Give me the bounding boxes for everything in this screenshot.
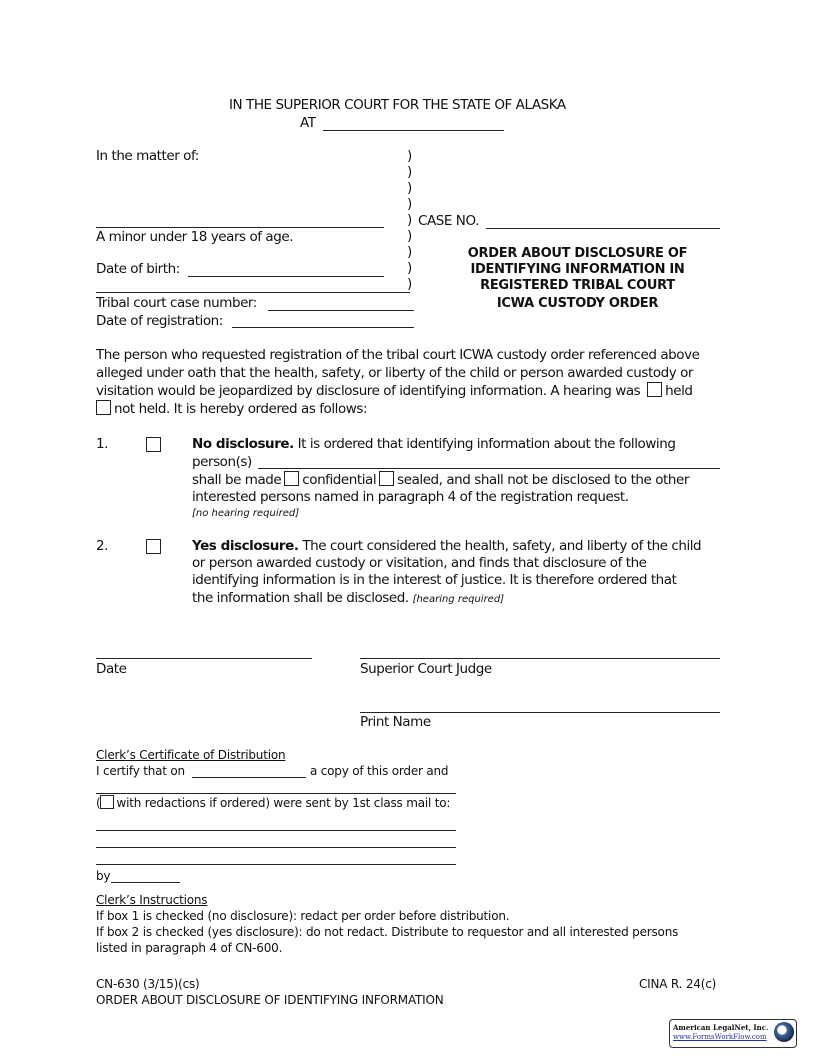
- globe-icon: [774, 1022, 794, 1042]
- confidential-checkbox[interactable]: [284, 471, 299, 486]
- print-name-label: Print Name: [360, 714, 431, 730]
- item-2-text: identifying information is in the interest of justice. It is therefore ordered that: [192, 572, 677, 588]
- item-1-number: 1.: [96, 436, 108, 452]
- item-2-text: or person awarded custody or visitation, and finds that disclosure of the: [192, 555, 647, 571]
- by-label: by: [96, 869, 111, 883]
- print-name-line[interactable]: [360, 712, 720, 713]
- clerk-instructions-heading: Clerk’s Instructions: [96, 893, 208, 907]
- hearing-not-held-checkbox[interactable]: [96, 400, 111, 415]
- paren: ): [407, 180, 413, 196]
- document-title-line: REGISTERED TRIBAL COURT: [480, 278, 675, 293]
- matter-label: In the matter of:: [96, 148, 199, 164]
- case-no-field[interactable]: [486, 228, 720, 229]
- item-1-persons-label: person(s): [192, 454, 252, 470]
- certify-label-2: a copy of this order and: [310, 764, 449, 778]
- form-number: CN-630 (3/15)(cs): [96, 977, 200, 991]
- rule-reference: CINA R. 24(c): [639, 977, 717, 991]
- sealed-checkbox[interactable]: [379, 471, 394, 486]
- item-text: sealed, and shall not be disclosed to the other: [397, 472, 689, 488]
- dob-label: Date of birth:: [96, 261, 180, 277]
- item-1-text: interested persons named in paragraph 4 of the registration request.: [192, 489, 629, 505]
- paren: ): [407, 196, 413, 212]
- redactions-text: [96, 795, 450, 811]
- paren: ): [407, 244, 413, 260]
- no-disclosure-checkbox[interactable]: [146, 437, 161, 452]
- item-2-text: [192, 538, 701, 555]
- distribution-line[interactable]: [96, 793, 456, 794]
- logo-name: American LegalNet, Inc.: [673, 1023, 769, 1032]
- confidential-label: confidential: [302, 472, 377, 488]
- minor-name-field[interactable]: [96, 227, 384, 228]
- paren: ): [407, 212, 413, 228]
- recipient-line[interactable]: [96, 864, 456, 865]
- instruction-text: If box 1 is checked (no disclosure): redact per order before distribution.: [96, 909, 510, 923]
- item-2-text: [192, 590, 504, 608]
- document-title-line: IDENTIFYING INFORMATION IN: [470, 262, 685, 277]
- logo-url[interactable]: www.FormsWorkFlow.com: [673, 1033, 767, 1041]
- footer-title: ORDER ABOUT DISCLOSURE OF IDENTIFYING INFORMATION: [96, 993, 444, 1007]
- paren: ): [407, 276, 413, 292]
- dob-field[interactable]: [188, 276, 384, 277]
- item-2-note: [hearing required]: [412, 594, 505, 605]
- recipient-line[interactable]: [96, 847, 456, 848]
- caption-divider: [96, 292, 410, 293]
- item-text: It is ordered that identifying information about the following: [297, 436, 676, 452]
- yes-disclosure-checkbox[interactable]: [146, 539, 161, 554]
- recipient-line[interactable]: [96, 830, 456, 831]
- certify-label: I certify that on: [96, 764, 185, 778]
- intro-text: The person who requested registration of the tribal court ICWA custody order referenced above: [96, 347, 700, 363]
- held-label: held: [665, 383, 693, 399]
- intro-text-part: visitation would be jeopardized by disclosure of identifying information. A hearing was: [96, 383, 641, 399]
- judge-signature-line[interactable]: [360, 658, 720, 659]
- paren: ): [407, 228, 413, 244]
- persons-field[interactable]: [258, 468, 720, 469]
- intro-text: alleged under oath that the health, safety, or liberty of the child or person awarded custody or: [96, 365, 694, 381]
- intro-text: [96, 382, 693, 400]
- registration-date-field[interactable]: [232, 327, 414, 328]
- paren: ): [407, 164, 413, 180]
- no-disclosure-heading: No disclosure.: [192, 436, 294, 452]
- redactions-checkbox[interactable]: [100, 795, 114, 809]
- tribal-case-label: Tribal court case number:: [96, 295, 257, 311]
- at-label: AT: [300, 115, 316, 131]
- court-heading: IN THE SUPERIOR COURT FOR THE STATE OF ALASKA: [229, 97, 566, 113]
- not-held-label: not held. It is hereby ordered as follows:: [114, 401, 368, 417]
- american-legalnet-logo[interactable]: [669, 1019, 797, 1048]
- distribution-date-field[interactable]: [192, 777, 306, 778]
- instruction-text: listed in paragraph 4 of CN-600.: [96, 941, 283, 955]
- clerk-certificate-heading: Clerk’s Certificate of Distribution: [96, 748, 286, 762]
- date-signature-line[interactable]: [96, 658, 312, 659]
- item-1-note: [no hearing required]: [192, 508, 300, 519]
- document-title-line: ORDER ABOUT DISCLOSURE OF: [467, 246, 688, 261]
- clerk-by-field[interactable]: [111, 882, 180, 883]
- registration-label: Date of registration:: [96, 313, 223, 329]
- redactions-label: with redactions if ordered) were sent by 1st class mail to:: [116, 796, 451, 810]
- item-1-text: [192, 436, 675, 453]
- tribal-case-field[interactable]: [268, 310, 414, 311]
- item-text: The court considered the health, safety, and liberty of the child: [302, 538, 702, 554]
- date-label: Date: [96, 661, 127, 677]
- case-no-label: CASE NO.: [418, 213, 479, 229]
- item-1-text: [192, 471, 689, 489]
- paren: (: [96, 796, 101, 810]
- item-text: shall be made: [192, 472, 282, 488]
- hearing-held-checkbox[interactable]: [647, 382, 662, 397]
- paren: ): [407, 148, 413, 164]
- instruction-text: If box 2 is checked (yes disclosure): do not redact. Distribute to requestor and all interested persons: [96, 925, 679, 939]
- item-2-number: 2.: [96, 538, 108, 554]
- item-text: the information shall be disclosed.: [192, 590, 409, 606]
- at-field[interactable]: [323, 130, 504, 131]
- document-title-line: ICWA CUSTODY ORDER: [496, 296, 659, 311]
- yes-disclosure-heading: Yes disclosure.: [192, 538, 299, 554]
- minor-label: A minor under 18 years of age.: [96, 229, 294, 245]
- intro-text: [96, 400, 367, 418]
- paren: ): [407, 260, 413, 276]
- judge-label: Superior Court Judge: [360, 661, 492, 677]
